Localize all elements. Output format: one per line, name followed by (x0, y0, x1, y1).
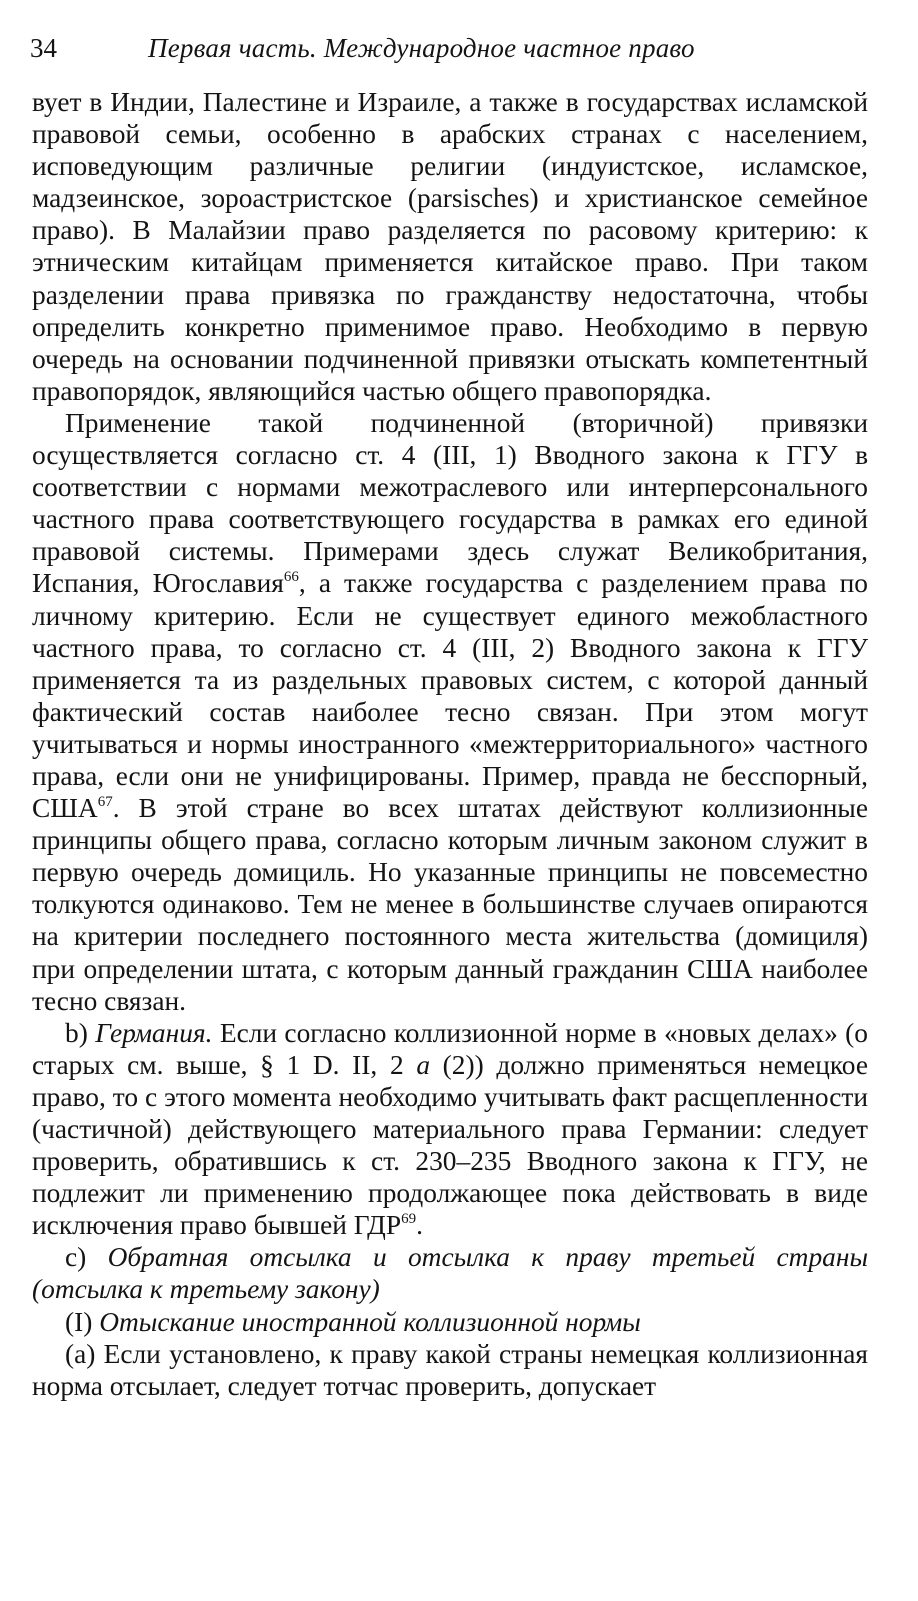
paragraph-4 (32, 1241, 868, 1305)
paragraph-5 (32, 1306, 868, 1338)
paragraph-3 (32, 1017, 868, 1242)
page-number: 34 (30, 33, 57, 63)
footnote-ref-66: 66 (283, 569, 299, 586)
paragraph-1: вует в Индии, Палестине и Израиле, а также в государствах исламской правовой семьи, особенно в арабских странах с населением, исповедующим различные религии (индуистское, исламское, мадзеинское, зороастристское (parsisches) и христианское семейное право). В Малайзии право разделяется по расовому критерию: к этническим китайцам применяется китайское право. При таком разделении права привязка по гражданству недостаточна, чтобы определить конкретно применимое право. Необходимо в первую очередь на основании подчиненной привязки отыскать компетентный правопорядок, являющийся частью общего правопорядка. (32, 87, 868, 406)
paragraph-2 (32, 407, 868, 1017)
paragraph-3-text-b: (2)) должно применяться немецкое право, то с этого момента необходимо учитывать факт расщепленности (частичной) действующего материального права Германии: следует проверить, обратившись к ст. 230–235 Вводного закона к ГГУ, не подлежит ли применению продолжающее пока действовать в виде исключения право бывшей ГДР (32, 1049, 868, 1241)
section-heading-germany: Германия. (95, 1017, 213, 1048)
paragraph-2-text-c: . В этой стране во всех штатах действуют коллизионные принципы общего права, согласно которым личным законом служит в первую очередь домициль. Но указанные принципы не повсеместно толкуются одинаково. Тем не менее в большинстве случаев опираются на критерии последнего постоянного места жительства (домициля) при определении штата, с которым данный гражданин США наиболее тесно связан. (32, 793, 868, 1016)
paragraph-3-end: . (416, 1210, 423, 1241)
section-label-i: (I) (65, 1306, 100, 1337)
body-text (32, 86, 868, 1402)
italic-letter-a: a (416, 1049, 431, 1080)
footnote-ref-67: 67 (97, 794, 113, 811)
footnote-ref-69: 69 (401, 1211, 417, 1228)
section-heading-renvoi: Обратная отсылка и отсылка к праву третьей страны (отсылка к третьему закону) (32, 1242, 868, 1305)
section-label-c: c) (65, 1242, 108, 1273)
paragraph-2-text-b: , а также государства с разделением права по личному критерию. Если не существует единого межобластного частного права, то согласно ст. 4 (III, 2) Вводного закона к ГГУ применяется та из раздельных правовых систем, с которой данный фактический состав наиболее тесно связан. При этом могут учитываться и нормы иностранного «межтерриториального» частного права, если они не унифицированы. Пример, правда не бесспорный, США (32, 568, 868, 824)
paragraph-6: (а) Если установлено, к праву какой страны немецкая коллизионная норма отсылает, следует тотчас проверить, допускает (32, 1338, 868, 1401)
paragraph-3-text-a: Если согласно коллизионной норме в «новых делах» (о старых см. выше, § 1 D. II, 2 (32, 1017, 868, 1080)
page-header (30, 28, 870, 68)
running-title: Первая часть. Международное частное право (148, 33, 695, 63)
section-heading-foreign-rule: Отыскание иностранной коллизионной нормы (99, 1306, 641, 1337)
paragraph-2-text-a: Применение такой подчиненной (вторичной) привязки осуществляется согласно ст. 4 (III, 1) Вводного закона к ГГУ в соответствии с нормами межотраслевого или интерперсонального частного права соответствующего государства в рамках его единой правовой системы. Примерами здесь служат Великобритания, Испания, Югославия (32, 407, 868, 599)
section-label-b: b) (65, 1017, 96, 1048)
